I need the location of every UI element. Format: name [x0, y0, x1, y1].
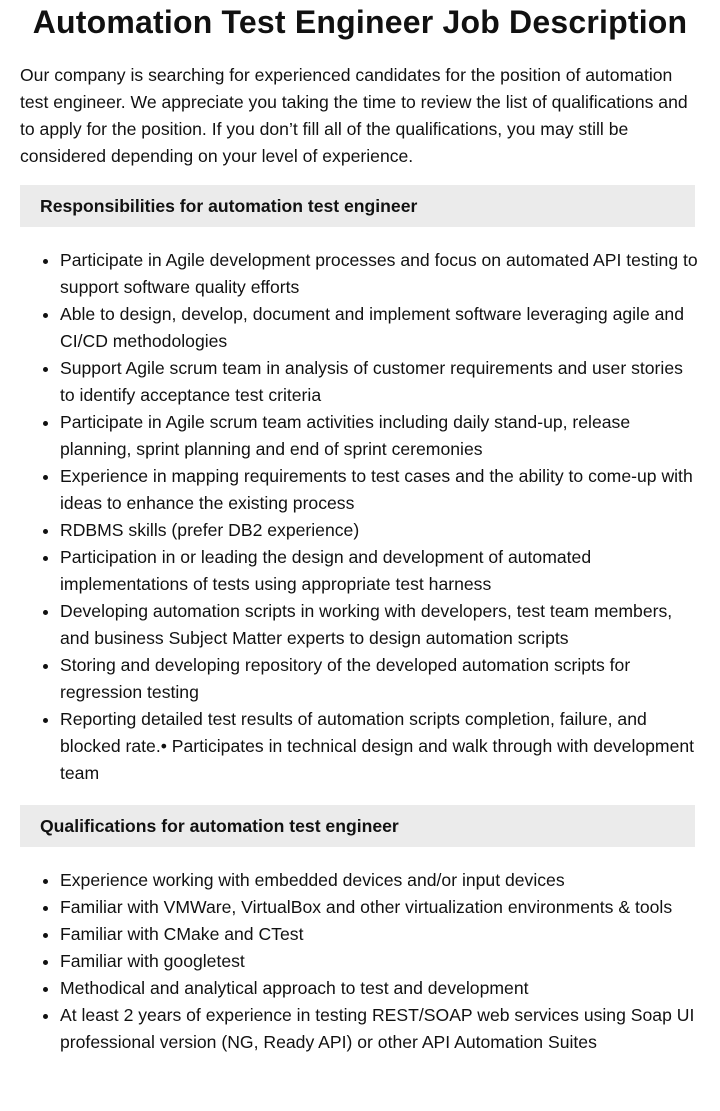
- list-item: • Familiar with VMWare, VirtualBox and other virtualization environments & tools: [60, 894, 700, 921]
- list-item: • Methodical and analytical approach to test and development: [60, 975, 700, 1002]
- qualifications-list: [20, 867, 700, 1056]
- responsibilities-heading: Responsibilities for automation test engineer: [20, 185, 695, 227]
- list-item: • Support Agile scrum team in analysis of customer requirements and user stories to identify acceptance test criteria: [60, 355, 700, 409]
- list-item: • RDBMS skills (prefer DB2 experience): [60, 517, 700, 544]
- list-item: • Familiar with googletest: [60, 948, 700, 975]
- intro-paragraph: Our company is searching for experienced candidates for the position of automation test engineer. We appreciate you taking the time to review the list of qualifications and to apply for the position. If you don’t fill all of the qualifications, you may still be considered depending on your level of experience.: [20, 65, 688, 166]
- list-item: • Participate in Agile development processes and focus on automated API testing to support software quality efforts: [60, 247, 700, 301]
- responsibilities-list: [20, 247, 700, 787]
- list-item: • At least 2 years of experience in testing REST/SOAP web services using Soap UI professional version (NG, Ready API) or other API Automation Suites: [60, 1002, 700, 1056]
- list-item: • Experience in mapping requirements to test cases and the ability to come-up with ideas to enhance the existing process: [60, 463, 700, 517]
- list-item: • Storing and developing repository of the developed automation scripts for regression testing: [60, 652, 700, 706]
- qualifications-heading: Qualifications for automation test engineer: [20, 805, 695, 847]
- page-title: Automation Test Engineer Job Description: [32, 4, 688, 40]
- list-item: • Reporting detailed test results of automation scripts completion, failure, and blocked rate.• Participates in technical design and walk through with development team: [60, 706, 700, 787]
- list-item: • Participation in or leading the design and development of automated implementations of tests using appropriate test harness: [60, 544, 700, 598]
- list-item: • Developing automation scripts in working with developers, test team members, and business Subject Matter experts to design automation scripts: [60, 598, 700, 652]
- list-item: • Familiar with CMake and CTest: [60, 921, 700, 948]
- list-item: • Participate in Agile scrum team activities including daily stand-up, release planning, sprint planning and end of sprint ceremonies: [60, 409, 700, 463]
- list-item: • Experience working with embedded devices and/or input devices: [60, 867, 700, 894]
- list-item: • Able to design, develop, document and implement software leveraging agile and CI/CD methodologies: [60, 301, 700, 355]
